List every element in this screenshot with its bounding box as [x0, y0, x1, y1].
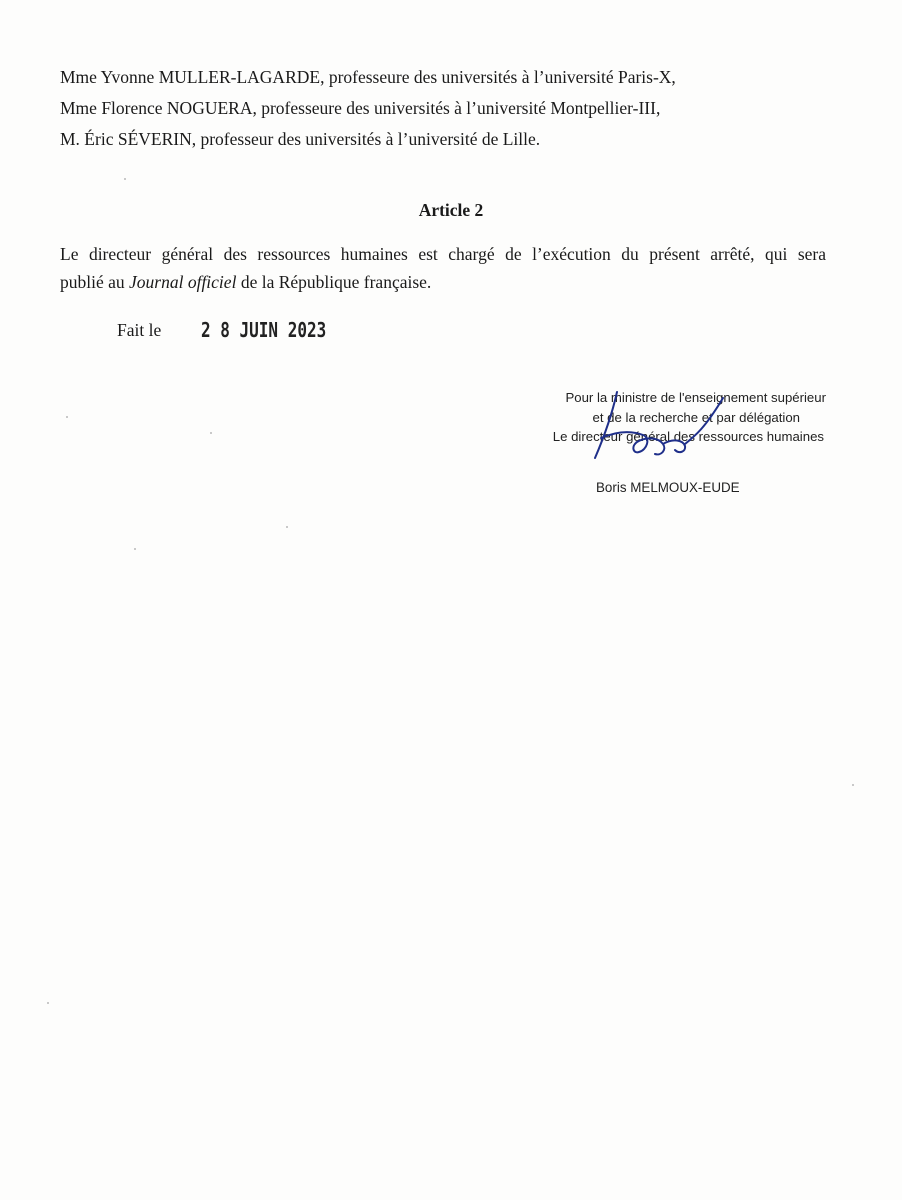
handwritten-signature	[555, 380, 755, 470]
scan-speck	[286, 526, 288, 528]
scan-speck	[47, 1002, 49, 1004]
fait-le-label: Fait le	[117, 320, 162, 340]
date-stamp: 2 8 JUIN 2023	[201, 318, 327, 342]
signature-authority-line: Le directeur général des ressources humaines	[552, 429, 824, 444]
scan-speck	[124, 178, 126, 180]
scan-speck	[852, 784, 854, 786]
signature-authority-line: Pour la ministre de l'enseignement supérieur	[565, 390, 826, 405]
article-text: publié au	[60, 272, 130, 292]
article-text: de la République française.	[236, 272, 432, 292]
member-line: Mme Yvonne MULLER-LAGARDE, professeure des universités à l’université Paris-X,	[60, 67, 676, 87]
article-body-line: Le directeur général des ressources humaines est chargé de l’exécution du présent arrêté, qui sera	[60, 244, 826, 264]
article-body	[60, 240, 826, 296]
signer-name: Boris MELMOUX-EUDE	[596, 480, 740, 495]
journal-officiel-title: Journal officiel	[129, 272, 237, 292]
signature-authority-line: et de la recherche et par délégation	[592, 409, 800, 425]
jury-member-list	[60, 62, 860, 155]
member-line: M. Éric SÉVERIN, professeur des universités à l’université de Lille.	[60, 129, 541, 149]
scan-speck	[210, 432, 212, 434]
member-line: Mme Florence NOGUERA, professeure des universités à l’université Montpellier-III,	[60, 98, 661, 118]
scan-speck	[134, 548, 136, 550]
scan-speck	[66, 416, 68, 418]
article-heading: Article 2	[418, 200, 484, 220]
article-body-line	[60, 268, 826, 296]
